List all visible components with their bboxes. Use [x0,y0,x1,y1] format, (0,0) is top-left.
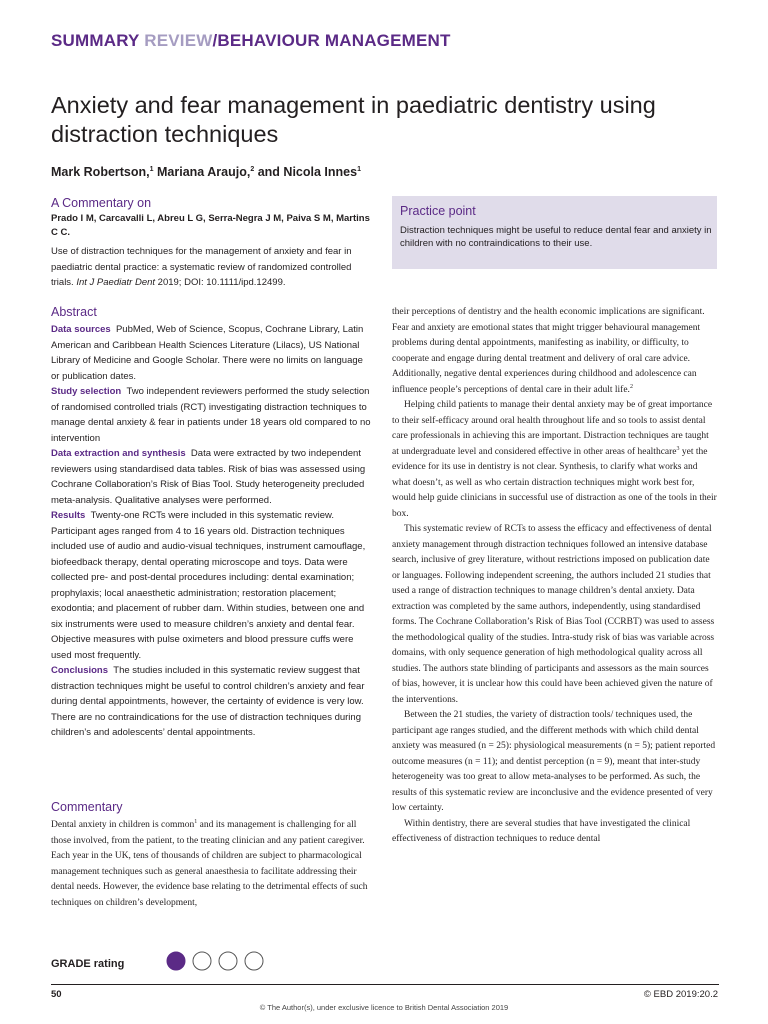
grade-rating-label: GRADE rating [51,958,125,970]
body-paragraph: This systematic review of RCTs to assess the efficacy and effectiveness of dental anxiety management through distraction techniques followed an intensive database search, inclusive of grey literature, without restrictions imposed on publication date or languages. Following independent screening, the authors included 21 studies that used a range of distraction techniques to manage children’s dental anxiety. Data extraction was completed by the same authors, independently, using standardised forms. The Cochrane Collaboration’s Risk of Bias Tool (CCRBT) was used to assess the methodological quality of the studies. Intra-study risk of bias was variable across domains, with only sequence generation of high methodological quality across all studies. The authors state blinding of participants and assessors as the main sources of bias, however, it is unclear how this could have been achieved given the nature of the interventions. [392,524,715,705]
author-list [51,165,361,179]
reference-marker: 1 [194,818,198,825]
author-affiliation: 1 [149,165,154,173]
body-text: their perceptions of dentistry and the health economic implications are significant. Fear and anxiety are emotional states that might trigger behavioural management problems during dental appointments, manifesting as inability, or difficulty, to cooperate and engage during dental treatment and delivery of oral care advice. Additionally, negative dental experiences during childhood and adolescence can influence people’s perceptions of dental care in their adult life. [392,307,705,395]
abstract-section [51,322,371,384]
commentary-paragraph [51,818,373,911]
reference-marker: 2 [629,383,633,390]
abstract-section [51,384,371,446]
commentary-text: and its management is challenging for all those involved, from the patient, to the treating clinician and any patient caregiver. Each year in the UK, tens of thousands of children are subject to pharmacological management techniques such as general anaesthesia to facilitate addressing their dental needs. However, the evidence base relating to the detrimental effects of such techniques on children’s development, [51,820,368,908]
body-paragraph: Within dentistry, there are several studies that have investigated the clinical effectiveness of distraction techniques to reduce dental [392,818,691,844]
body-text: yet the evidence for its use in dentistry is not clear. Synthesis, to clarify what works and what doesn’t, as well as who certain distraction techniques might work best for, would help guide clinicians in successful use of distraction as one of the tools in their box. [392,446,717,519]
commentary-text: Dental anxiety in children is common [51,820,195,830]
body-text: Helping child patients to manage their dental anxiety may be of great importance to their self-efficacy around oral health throughout life and so tools to assist dental care professionals in achieving this are important. Distraction techniques are taught at undergraduate level and considered effective in other areas of healthcare [392,400,713,457]
section-header [51,31,451,51]
cited-authors: Prado I M, Carcavalli L, Abreu L G, Serra-Negra J M, Paiva S M, Martins C C. [51,213,370,238]
grade-dot-empty [245,952,263,970]
page-number: 50 [51,989,62,1000]
section-header-summary: SUMMARY [51,31,145,50]
commentary-body [51,818,373,911]
body-paragraph [392,398,718,522]
footer-divider [51,984,719,985]
practice-point-text: Distraction techniques might be useful to reduce dental fear and anxiety in children with no contraindications to their use. [400,225,712,249]
abstract-label: Data extraction and synthesis [51,448,186,459]
practice-point-box [392,196,717,269]
section-header-topic: /BEHAVIOUR MANAGEMENT [212,31,451,50]
grade-dot-empty [193,952,211,970]
abstract-label: Study selection [51,386,122,397]
commentary-heading: Commentary [51,800,123,814]
abstract-text: Twenty-one RCTs were included in this systematic review. Participant ages ranged from 4 to 16 years old. Distraction techniques included use of audio and audio-visual techniques, instrument camouflage, biofeedback therapy, dental operating microscope and toys. Data were collected pre- and post-dental procedures including: dental examination; prophylaxis; local anaesthetic administration; restoration placement; exodontia; and placement of rubber dam. Within studies, between one and six instruments were used to measure children’s anxiety and dental fear. Objective measures with pulse oximeters and blood pressure cuffs were used most frequently. [51,510,366,661]
abstract-section [51,508,371,663]
abstract-label: Results [51,510,86,521]
article-title: Anxiety and fear management in paediatric dentistry using distraction techniques [51,92,656,147]
author-affiliation: 1 [357,165,361,173]
commentary-on-label: A Commentary on [51,196,152,210]
cited-journal: Int J Paediatr Dent [76,277,156,288]
journal-issue: © EBD 2019:20.2 [643,989,718,1000]
abstract-text: The studies included in this systematic review suggest that distraction techniques might be useful to control children’s anxiety and fear during dental appointments, however, the certainty of evidence is very low. There are no contraindications for the use of distraction techniques during children’s and adolescents’ dental appointments. [51,665,365,738]
practice-point-title: Practice point [400,204,476,218]
abstract-section [51,663,371,741]
grade-dot-filled [167,952,185,970]
grade-rating-dots [166,951,268,971]
author-name: and Nicola Innes [254,165,358,179]
abstract-body [51,322,371,741]
right-column-body [392,305,718,848]
cited-reference [51,244,371,291]
abstract-text: PubMed, Web of Science, Scopus, Cochrane Library, Latin American and Caribbean Health Sciences Literature (Lilacs), US National Library of Medicine and Google Scholar. There were no limits on language or publication dates. [51,324,364,382]
abstract-label: Conclusions [51,665,109,676]
abstract-heading: Abstract [51,305,97,319]
abstract-text: Two independent reviewers performed the study selection of randomised controlled trials (RCT) investigating distraction techniques to manage dental anxiety & fear in patients under 18 years old compared to no intervention [51,386,371,444]
author-name: Mariana Araujo, [153,165,251,179]
author-affiliation: 2 [250,165,255,173]
abstract-text: Data were extracted by two independent reviewers using standardised data tables. Risk of bias was assessed using Cochrane Collaboration’s Risk of Bias Tool. Study heterogeneity precluded meta-analysis. Qualitative analyses were performed. [51,448,366,506]
body-paragraph: Between the 21 studies, the variety of distraction tools/ techniques used, the participant age ranges studied, and the different methods with which child dental anxiety was measured (n = 25): physiological measurements (n = 5); patient reported outcome measures (n = 11); and dentist perception (n = 9), meant that inter-study heterogeneity was too great to allow meta-analyses to be performed. As such, the results of this systematic review are inconclusive and the evidence presented of very low certainty. [392,710,716,813]
section-header-review: REVIEW [144,31,213,50]
author-name: Mark Robertson, [51,165,150,179]
body-paragraph [392,305,718,398]
copyright-notice: © The Author(s), under exclusive licence to British Dental Association 2019 [259,1003,509,1012]
reference-marker: 3 [676,445,680,452]
abstract-label: Data sources [51,324,111,335]
grade-dot-empty [219,952,237,970]
abstract-section [51,446,371,508]
cited-title: Use of distraction techniques for the management of anxiety and fear in paediatric dental practice: a systematic review of randomized controlled trials. [51,246,352,288]
cited-doi: 2019; DOI: 10.1111/ipd.12499. [155,277,286,288]
